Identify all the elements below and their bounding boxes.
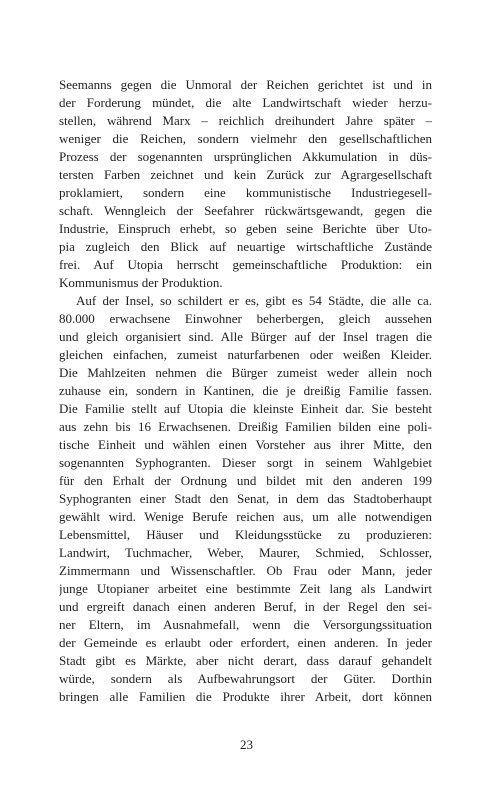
text-line: gewählt wird. Wenige Berufe reichen aus, um alle notwendigen <box>59 509 432 524</box>
text-line: frei. Auf Utopia herrscht gemeinschaftliche Produktion: ein <box>59 257 432 272</box>
text-line: Landwirt, Tuchmacher, Weber, Maurer, Schmied, Schlosser, <box>59 545 432 560</box>
text-line: und ergreift danach einen anderen Beruf, in der Regel den sei- <box>59 599 432 614</box>
text-line: für den Erhalt der Ordnung und bildet mit den anderen 199 <box>59 473 432 488</box>
text-line: aus zehn bis 16 Erwachsenen. Dreißig Familien bilden eine poli- <box>59 419 432 434</box>
text-line: Die Mahlzeiten nehmen die Bürger zumeist weder allein noch <box>59 365 432 380</box>
text-line: 80.000 erwachsene Einwohner beherbergen, gleich aussehen <box>59 311 432 326</box>
text-line: Syphogranten einer Stadt den Senat, in dem das Stadtoberhaupt <box>59 491 432 506</box>
text-line: Zimmermann und Wissenschaftler. Ob Frau oder Mann, jeder <box>59 563 432 578</box>
text-line: stellen, während Marx – reichlich dreihundert Jahre später – <box>59 113 432 128</box>
text-line: Industrie, Einspruch erhebt, so geben seine Berichte über Uto- <box>59 221 432 236</box>
text-line: der Forderung mündet, die alte Landwirtschaft wieder herzu- <box>59 95 432 110</box>
text-line: schaft. Wenngleich der Seefahrer rückwärtsgewandt, gegen die <box>59 203 432 218</box>
text-line: gleichen einfachen, zumeist naturfarbenen oder weißen Kleider. <box>59 347 432 362</box>
page-number: 23 <box>240 737 253 752</box>
text-line: tersten Farben zeichnet und kein Zurück zur Agrargesellschaft <box>59 167 432 182</box>
text-line: Die Familie stellt auf Utopia die kleinste Einheit dar. Sie besteht <box>59 401 432 416</box>
text-line: tische Einheit und wählen einen Vorsteher aus ihrer Mitte, den <box>59 437 432 452</box>
text-line: junge Utopianer arbeitet eine bestimmte Zeit lang als Landwirt <box>59 581 432 596</box>
text-line: Lebensmittel, Häuser und Kleidungsstücke zu produzieren: <box>59 527 432 542</box>
text-line: Kommunismus der Produktion. <box>59 275 223 290</box>
text-line: proklamiert, sondern eine kommunistische Industriegesell- <box>59 185 432 200</box>
text-line: würde, sondern als Aufbewahrungsort der Güter. Dorthin <box>59 671 432 686</box>
text-line: Stadt gibt es Märkte, aber nicht derart, dass darauf gehandelt <box>59 653 432 668</box>
text-line: sogenannten Syphogranten. Dieser sorgt in seinem Wahlgebiet <box>59 455 432 470</box>
text-line: Auf der Insel, so schildert er es, gibt es 54 Städte, die alle ca. <box>76 293 432 308</box>
paragraph <box>59 292 432 706</box>
text-line: und gleich organisiert sind. Alle Bürger auf der Insel tragen die <box>59 329 432 344</box>
paragraph <box>59 76 432 292</box>
text-line: Prozess der sogenannten ursprünglichen Akkumulation in düs- <box>59 149 432 164</box>
text-line: der Gemeinde es erlaubt oder erfordert, einen anderen. In jeder <box>59 635 432 650</box>
text-line: Seemanns gegen die Unmoral der Reichen gerichtet ist und in <box>59 77 432 92</box>
text-line: pia zugleich den Blick auf neuartige wirtschaftliche Zustände <box>59 239 432 254</box>
text-line: zuhause ein, sondern in Kantinen, die je dreißig Familie fassen. <box>59 383 432 398</box>
text-line: bringen alle Familien die Produkte ihrer Arbeit, dort können <box>59 689 432 704</box>
body-text <box>59 76 432 706</box>
text-line: ner Eltern, im Ausnahmefall, wenn die Versorgungssituation <box>59 617 432 632</box>
text-line: weniger die Reichen, sondern vielmehr den gesellschaftlichen <box>59 131 432 146</box>
